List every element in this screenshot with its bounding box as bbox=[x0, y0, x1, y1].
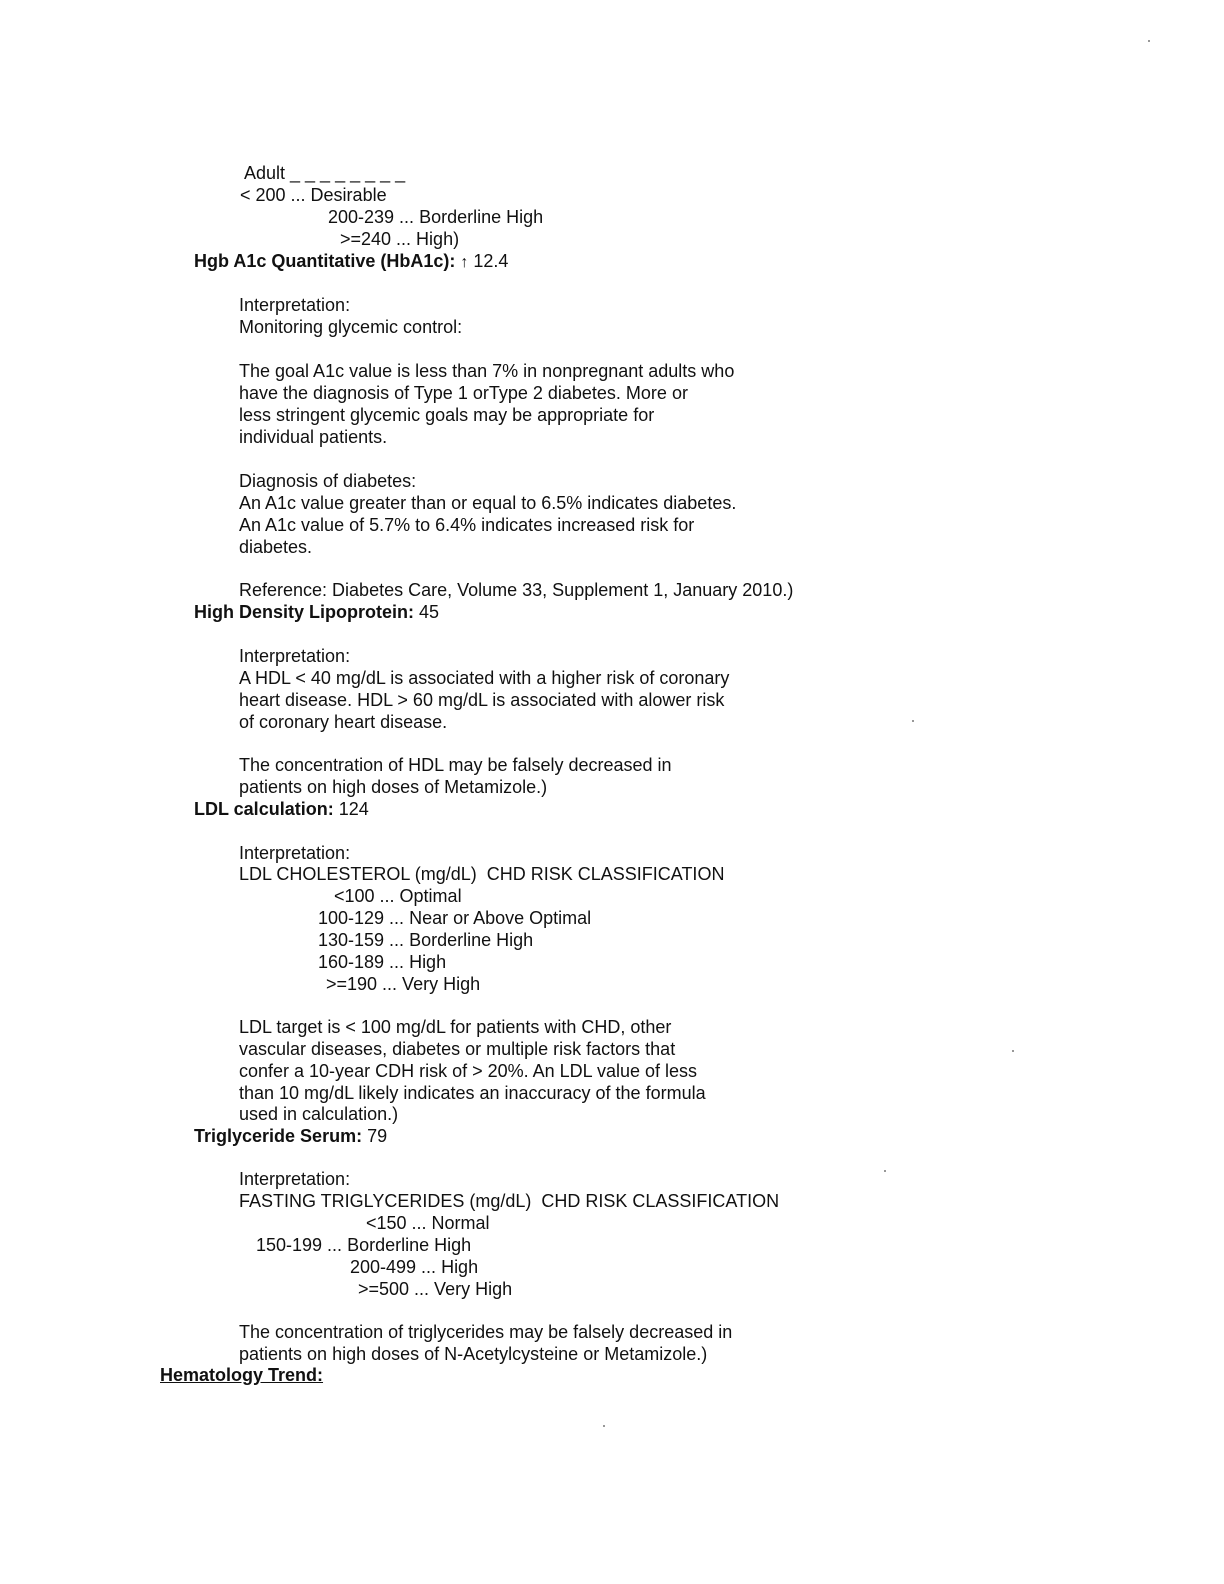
hba1c-interp-label: Interpretation: bbox=[239, 295, 351, 315]
hba1c-goal-line: The goal A1c value is less than 7% in nonpregnant adults who bbox=[239, 361, 735, 381]
hba1c-result bbox=[194, 250, 508, 274]
hba1c-diagnosis-line: Diagnosis of diabetes: bbox=[239, 471, 417, 491]
hdl-interp-label: Interpretation: bbox=[239, 646, 351, 666]
triglyceride-class-row: <150 ... Normal bbox=[366, 1213, 490, 1233]
scan-speck bbox=[1148, 40, 1150, 42]
ldl-note-line: confer a 10-year CDH risk of > 20%. An LDL value of less bbox=[239, 1061, 698, 1081]
ldl-interp-label: Interpretation: bbox=[239, 843, 351, 863]
hdl-value: 45 bbox=[419, 602, 440, 622]
up-arrow-icon: ↑ bbox=[460, 254, 469, 271]
hdl-interp-line: heart disease. HDL > 60 mg/dL is associated with alower risk bbox=[239, 690, 725, 710]
scan-speck bbox=[884, 1170, 886, 1172]
hdl-result bbox=[194, 601, 439, 623]
ldl-table-header: LDL CHOLESTEROL (mg/dL) CHD RISK CLASSIFICATION bbox=[239, 864, 725, 884]
hba1c-heading: Hgb A1c Quantitative (HbA1c): bbox=[194, 251, 456, 271]
hdl-note-line: patients on high doses of Metamizole.) bbox=[239, 777, 548, 797]
ldl-note-line: than 10 mg/dL likely indicates an inaccuracy of the formula bbox=[239, 1083, 706, 1103]
hba1c-goal-line: have the diagnosis of Type 1 orType 2 diabetes. More or bbox=[239, 383, 688, 403]
triglyceride-note-line: patients on high doses of N-Acetylcysteine or Metamizole.) bbox=[239, 1344, 708, 1364]
ldl-class-row: 130-159 ... Borderline High bbox=[318, 930, 534, 950]
triglyceride-class-row: 150-199 ... Borderline High bbox=[256, 1235, 472, 1255]
ldl-class-row: <100 ... Optimal bbox=[334, 886, 462, 906]
hba1c-goal-line: less stringent glycemic goals may be appropriate for bbox=[239, 405, 655, 425]
scan-speck bbox=[912, 720, 914, 722]
ldl-note-line: used in calculation.) bbox=[239, 1104, 399, 1124]
ldl-class-row: 160-189 ... High bbox=[318, 952, 447, 972]
chol-high: >=240 ... High) bbox=[340, 229, 460, 249]
triglyceride-heading: Triglyceride Serum: bbox=[194, 1126, 363, 1146]
hdl-heading: High Density Lipoprotein: bbox=[194, 602, 414, 622]
ldl-value: 124 bbox=[338, 799, 369, 819]
ldl-heading: LDL calculation: bbox=[194, 799, 334, 819]
triglyceride-class-row: >=500 ... Very High bbox=[358, 1279, 513, 1299]
triglyceride-table-header: FASTING TRIGLYCERIDES (mg/dL) CHD RISK CLASSIFICATION bbox=[239, 1191, 780, 1211]
triglyceride-interp-label: Interpretation: bbox=[239, 1169, 351, 1189]
scan-speck bbox=[1012, 1050, 1014, 1052]
hba1c-diagnosis-line: An A1c value greater than or equal to 6.5% indicates diabetes. bbox=[239, 493, 737, 513]
hematology-trend-heading: Hematology Trend: bbox=[160, 1365, 324, 1385]
ldl-class-row: >=190 ... Very High bbox=[326, 974, 481, 994]
hdl-interp-line: A HDL < 40 mg/dL is associated with a higher risk of coronary bbox=[239, 668, 730, 688]
ldl-note-line: vascular diseases, diabetes or multiple risk factors that bbox=[239, 1039, 676, 1059]
triglyceride-value: 79 bbox=[367, 1126, 388, 1146]
hba1c-diagnosis-line: diabetes. bbox=[239, 537, 313, 557]
hdl-note-line: The concentration of HDL may be falsely decreased in bbox=[239, 755, 672, 775]
triglyceride-class-row: 200-499 ... High bbox=[350, 1257, 479, 1277]
chol-borderline: 200-239 ... Borderline High bbox=[328, 207, 544, 227]
ldl-note-line: LDL target is < 100 mg/dL for patients with CHD, other bbox=[239, 1017, 672, 1037]
hba1c-monitoring-label: Monitoring glycemic control: bbox=[239, 317, 463, 337]
adult-label: Adult _ _ _ _ _ _ _ _ bbox=[244, 163, 406, 183]
chol-desirable: < 200 ... Desirable bbox=[240, 185, 387, 205]
triglyceride-result bbox=[194, 1125, 387, 1147]
scan-speck bbox=[603, 1425, 605, 1427]
hba1c-reference: Reference: Diabetes Care, Volume 33, Supplement 1, January 2010.) bbox=[239, 580, 794, 600]
ldl-class-row: 100-129 ... Near or Above Optimal bbox=[318, 908, 592, 928]
hba1c-diagnosis-line: An A1c value of 5.7% to 6.4% indicates increased risk for bbox=[239, 515, 695, 535]
triglyceride-note-line: The concentration of triglycerides may be falsely decreased in bbox=[239, 1322, 733, 1342]
hba1c-goal-line: individual patients. bbox=[239, 427, 388, 447]
ldl-result bbox=[194, 798, 369, 820]
hba1c-value: 12.4 bbox=[473, 251, 509, 271]
hdl-interp-line: of coronary heart disease. bbox=[239, 712, 448, 732]
